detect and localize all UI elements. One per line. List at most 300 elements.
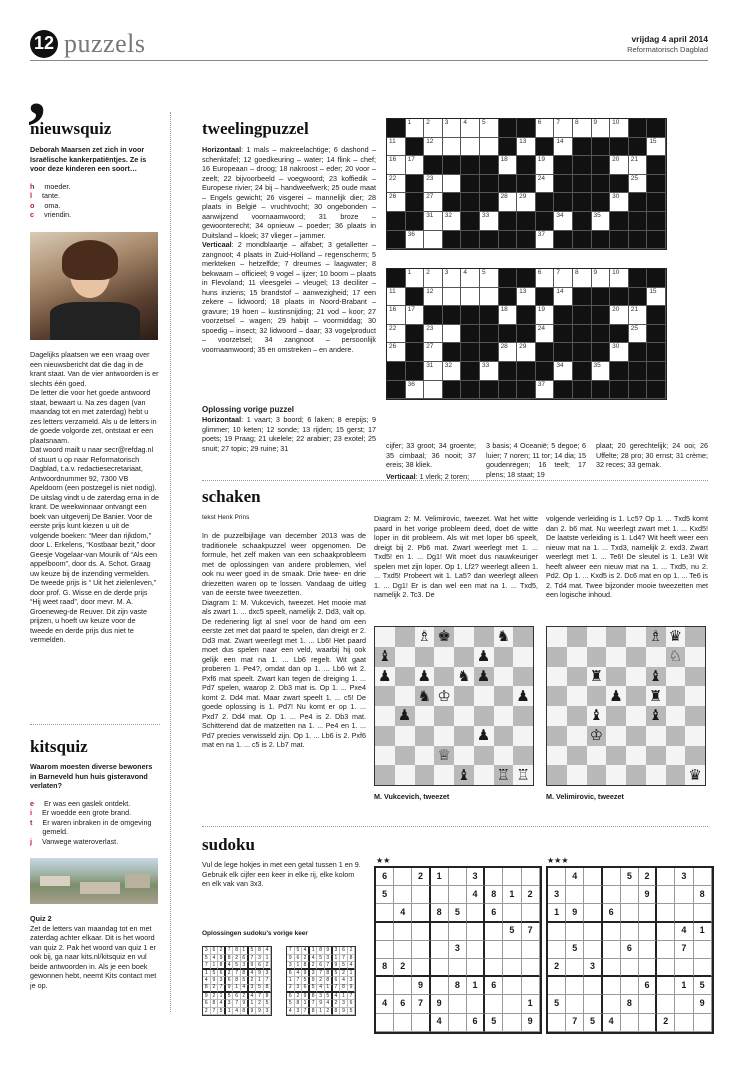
sudoku-cell[interactable]: 7 (675, 941, 693, 959)
solution-cell: 5 (256, 985, 264, 993)
sudoku-solutions-title: Oplossingen sudoku’s vorige keer (202, 930, 308, 937)
sudoku-cell[interactable] (584, 977, 602, 995)
sudoku-cell[interactable]: 5 (694, 977, 712, 995)
crossword-cell (499, 231, 518, 250)
solution-cell: 9 (249, 962, 257, 970)
solution-verticaal-text: : 1 vlerk; 2 toren; (415, 472, 470, 481)
sudoku-cell[interactable] (657, 941, 675, 959)
sudoku-cell[interactable]: 7 (566, 1014, 584, 1032)
solution-cell: 7 (310, 1000, 318, 1008)
sudoku-cell[interactable] (639, 959, 657, 977)
sudoku-cell[interactable] (485, 995, 503, 1013)
sudoku-cell[interactable] (431, 959, 449, 977)
sudoku-cell[interactable] (603, 886, 621, 904)
kitsquiz-footer (30, 914, 160, 990)
sudoku-cell[interactable]: 4 (566, 868, 584, 886)
sudoku-cell[interactable] (394, 868, 412, 886)
sudoku-cell[interactable]: 1 (467, 977, 485, 995)
sudoku-cell[interactable] (376, 1014, 394, 1032)
solution-cell: 1 (264, 955, 272, 963)
chess-square: ♝ (646, 706, 666, 726)
sudoku-cell[interactable]: 4 (394, 904, 412, 922)
sudoku-cell[interactable]: 5 (485, 1014, 503, 1032)
sudoku-cell[interactable] (467, 923, 485, 941)
sudoku-cell[interactable] (522, 904, 540, 922)
solution-cell: 8 (295, 1000, 303, 1008)
chess-square: ♟ (474, 667, 494, 687)
sudoku-cell[interactable] (548, 977, 566, 995)
sudoku-cell[interactable] (657, 886, 675, 904)
solution-cell: 1 (226, 1008, 234, 1016)
sudoku-cell[interactable]: 3 (584, 959, 602, 977)
sudoku-cell[interactable] (394, 886, 412, 904)
chess-square (494, 667, 514, 687)
crossword-cell (406, 212, 425, 231)
sudoku-cell[interactable] (639, 941, 657, 959)
sudoku-cell[interactable] (621, 959, 639, 977)
crossword-cell (387, 269, 406, 288)
crossword-cell: 3 (443, 269, 462, 288)
solution-cell: 7 (218, 985, 226, 993)
chess-square (395, 746, 415, 766)
sudoku-cell[interactable]: 1 (675, 977, 693, 995)
solution-cell: 4 (211, 955, 219, 963)
sudoku-cell[interactable]: 8 (376, 959, 394, 977)
sudoku-cell[interactable] (431, 977, 449, 995)
sudoku-cell[interactable]: 6 (376, 868, 394, 886)
sudoku-cell[interactable] (522, 977, 540, 995)
solution-cell: 1 (287, 977, 295, 985)
chess-square (646, 726, 666, 746)
crossword-cell (517, 175, 536, 194)
solution-cell: 9 (302, 970, 310, 978)
sudoku-cell[interactable]: 3 (548, 886, 566, 904)
crossword-cell: 31 (424, 362, 443, 381)
solution-cell: 9 (287, 955, 295, 963)
chess-square (606, 647, 626, 667)
sudoku-cell[interactable]: 5 (584, 1014, 602, 1032)
crossword-cell (647, 193, 666, 212)
sudoku-cell[interactable] (584, 904, 602, 922)
sudoku-cell[interactable] (694, 959, 712, 977)
crossword-cell (647, 119, 666, 138)
sudoku-cell[interactable] (657, 904, 675, 922)
crossword-cell (461, 343, 480, 362)
sudoku-cell[interactable] (548, 923, 566, 941)
crossword-cell (499, 212, 518, 231)
sudoku-cell[interactable] (548, 868, 566, 886)
sudoku-cell[interactable]: 4 (675, 923, 693, 941)
crossword-cell (536, 193, 555, 212)
chess-square (474, 686, 494, 706)
sudoku-cell[interactable] (485, 868, 503, 886)
sudoku-cell[interactable] (584, 995, 602, 1013)
solution-cell: 9 (211, 977, 219, 985)
crossword-cell (499, 119, 518, 138)
sudoku-intro: Vul de lege hokjes in met een getal tussen 1 en 9. Gebruik elk cijfer een keer in elke rij, elke kolom en elk vak van 3x3. (202, 860, 361, 888)
sudoku-cell[interactable] (394, 923, 412, 941)
sudoku-cell[interactable]: 9 (431, 995, 449, 1013)
sudoku-cell[interactable] (376, 941, 394, 959)
solution-cell: 5 (340, 962, 348, 970)
sudoku-cell[interactable]: 8 (694, 886, 712, 904)
quiz-option (30, 799, 160, 809)
chess-square (415, 706, 435, 726)
sudoku-cell[interactable] (503, 904, 521, 922)
sudoku-cell[interactable] (548, 1014, 566, 1032)
solution-cell: 2 (310, 962, 318, 970)
crossword-cell: 1 (406, 269, 425, 288)
solution-cell: 4 (233, 1008, 241, 1016)
sudoku-cell[interactable] (566, 886, 584, 904)
sudoku-cell[interactable] (503, 941, 521, 959)
sudoku-cell[interactable] (694, 904, 712, 922)
sudoku-cell[interactable] (675, 1014, 693, 1032)
sudoku-cell[interactable]: 4 (431, 1014, 449, 1032)
solution-cell: 8 (226, 955, 234, 963)
chess-square (587, 746, 607, 766)
sudoku-cell[interactable] (584, 923, 602, 941)
sudoku-cell[interactable] (394, 941, 412, 959)
sudoku-cell[interactable] (394, 1014, 412, 1032)
sudoku-cell[interactable] (566, 977, 584, 995)
sudoku-cell[interactable]: 8 (449, 977, 467, 995)
chess-square (626, 706, 646, 726)
sudoku-cell[interactable] (485, 923, 503, 941)
sudoku-cell[interactable]: 3 (467, 868, 485, 886)
sudoku-cell[interactable] (503, 977, 521, 995)
chess-square (685, 726, 705, 746)
crossword-cell (461, 325, 480, 344)
crossword-cell: 30 (610, 193, 629, 212)
solution-cell: 1 (317, 1008, 325, 1016)
solution-cell: 2 (348, 947, 356, 955)
sudoku-cell[interactable] (639, 904, 657, 922)
sudoku-cell[interactable] (522, 959, 540, 977)
solution-col-3: 3 basis; 4 Oceanië; 5 degoe; 6 luier; 7 noren; 11 tor; 14 dia; 15 goudenregen; 16 teelt; 17 plens; 18 staat; 19 (486, 441, 586, 479)
chess-square (375, 706, 395, 726)
crossword-cell (647, 156, 666, 175)
chess-square (587, 765, 607, 785)
sudoku-cell[interactable] (467, 995, 485, 1013)
chess-square: ♟ (474, 726, 494, 746)
chess-square (434, 765, 454, 785)
sudoku-cell[interactable]: 1 (548, 904, 566, 922)
sudoku-cell[interactable] (485, 959, 503, 977)
sudoku-cell[interactable] (467, 941, 485, 959)
sudoku-cell[interactable] (394, 977, 412, 995)
option-letter: h (30, 181, 35, 191)
sudoku-cell[interactable] (584, 868, 602, 886)
sudoku-cell[interactable]: 4 (467, 886, 485, 904)
sudoku-cell[interactable] (621, 1014, 639, 1032)
sudoku-cell[interactable]: 3 (675, 868, 693, 886)
chess-square (646, 746, 666, 766)
chess-square (547, 686, 567, 706)
chess-square (587, 627, 607, 647)
crossword-cell (610, 138, 629, 157)
crossword-cell (461, 288, 480, 307)
sudoku-cell[interactable]: 9 (522, 1014, 540, 1032)
sudoku-cell[interactable] (566, 995, 584, 1013)
clues (202, 145, 376, 354)
sudoku-cell[interactable] (449, 995, 467, 1013)
quiz-option (30, 182, 160, 192)
sudoku-cell[interactable] (603, 977, 621, 995)
sudoku-cell[interactable] (431, 941, 449, 959)
sudoku-cell[interactable] (412, 941, 430, 959)
solution-cell: 8 (310, 1008, 318, 1016)
sudoku-cell[interactable] (412, 904, 430, 922)
solution-cell: 7 (211, 1008, 219, 1016)
sudoku-cell[interactable]: 1 (522, 995, 540, 1013)
sudoku-cell[interactable] (449, 868, 467, 886)
kitsquiz-options (30, 799, 160, 847)
crossword-cell (629, 138, 648, 157)
crossword-cell: 24 (536, 325, 555, 344)
crossword-cell (536, 288, 555, 307)
sudoku-cell[interactable]: 1 (694, 923, 712, 941)
solution-cell: 2 (256, 1000, 264, 1008)
sudoku-cell[interactable] (694, 941, 712, 959)
crossword-cell (554, 156, 573, 175)
sudoku-cell[interactable] (485, 941, 503, 959)
sudoku-cell[interactable]: 7 (522, 923, 540, 941)
crossword-cell (443, 306, 462, 325)
chess-square: ♟ (474, 647, 494, 667)
sudoku-cell[interactable] (449, 886, 467, 904)
sudoku-cell[interactable] (621, 923, 639, 941)
sudoku-cell[interactable] (657, 868, 675, 886)
sudoku-cell[interactable]: 4 (603, 1014, 621, 1032)
solution-cell: 5 (218, 1008, 226, 1016)
chess-square: ♗ (415, 627, 435, 647)
sudoku-cell[interactable]: 6 (621, 941, 639, 959)
sudoku-cell[interactable] (449, 959, 467, 977)
crossword-cell (629, 288, 648, 307)
sudoku-cell[interactable]: 6 (394, 995, 412, 1013)
chess-square (375, 765, 395, 785)
sudoku-cell[interactable] (503, 959, 521, 977)
solution-cell: 7 (264, 977, 272, 985)
sudoku-cell[interactable]: 2 (394, 959, 412, 977)
crossword-cell (573, 193, 592, 212)
sudoku-cell[interactable] (675, 995, 693, 1013)
solution-cell: 7 (249, 955, 257, 963)
sudoku-cell[interactable]: 2 (522, 886, 540, 904)
sudoku-cell[interactable] (621, 904, 639, 922)
sudoku-cell[interactable]: 8 (621, 995, 639, 1013)
sudoku-cell[interactable] (467, 959, 485, 977)
sudoku-cell[interactable]: 6 (639, 977, 657, 995)
chess-square (626, 667, 646, 687)
sudoku-cell[interactable] (376, 977, 394, 995)
crossword-cell (573, 306, 592, 325)
sudoku-cell[interactable]: 5 (548, 995, 566, 1013)
chess-square (454, 627, 474, 647)
sudoku-cell[interactable] (675, 886, 693, 904)
sudoku-cell[interactable] (639, 1014, 657, 1032)
crossword-cell (573, 175, 592, 194)
sudoku-cell[interactable] (603, 959, 621, 977)
sudoku-cell[interactable] (657, 977, 675, 995)
option-letter: e (30, 798, 34, 808)
crossword-cell: 16 (387, 306, 406, 325)
sudoku-cell[interactable] (449, 1014, 467, 1032)
crossword-cell (499, 138, 518, 157)
crossword-cell (517, 119, 536, 138)
crossword-cell (480, 306, 499, 325)
sudoku-cell[interactable] (412, 886, 430, 904)
sudoku-cell[interactable]: 8 (431, 904, 449, 922)
solution-cell: 3 (317, 993, 325, 1001)
solution-cell: 4 (249, 993, 257, 1001)
sudoku-cell[interactable] (412, 1014, 430, 1032)
solution-cell: 4 (241, 985, 249, 993)
solution-horizontaal-label: Horizontaal (202, 415, 242, 424)
sudoku-cell[interactable] (657, 959, 675, 977)
crossword-cell (610, 325, 629, 344)
sudoku-cell[interactable] (412, 923, 430, 941)
solution-cell: 9 (325, 947, 333, 955)
chess-square (606, 667, 626, 687)
sudoku-cell[interactable]: 5 (566, 941, 584, 959)
sudoku-cell[interactable]: 7 (412, 995, 430, 1013)
chess-square (587, 686, 607, 706)
solution-cell: 1 (241, 947, 249, 955)
solution-cell: 5 (249, 947, 257, 955)
sudoku-cell[interactable] (412, 959, 430, 977)
solution-cell: 1 (325, 985, 333, 993)
sudoku-cell[interactable] (639, 923, 657, 941)
sudoku-cell[interactable] (522, 868, 540, 886)
sudoku-cell[interactable] (584, 886, 602, 904)
sudoku-cell[interactable]: 9 (566, 904, 584, 922)
sudoku-cell[interactable] (639, 995, 657, 1013)
nieuwsquiz-options (30, 182, 160, 220)
solution-cell: 7 (302, 1008, 310, 1016)
sudoku-cell[interactable] (603, 868, 621, 886)
solution-cell: 8 (241, 970, 249, 978)
sudoku-cell[interactable] (548, 941, 566, 959)
sudoku-cell[interactable]: 8 (485, 886, 503, 904)
page-number: 12 (30, 30, 58, 58)
solution-cell: 4 (325, 1000, 333, 1008)
solution-cell: 1 (203, 970, 211, 978)
sudoku-cell[interactable]: 5 (621, 868, 639, 886)
sudoku-cell[interactable]: 5 (503, 923, 521, 941)
sudoku-cell[interactable] (467, 904, 485, 922)
sudoku-cell[interactable]: 1 (503, 886, 521, 904)
crossword-cell (629, 212, 648, 231)
solution-cell: 8 (233, 977, 241, 985)
crossword-cell (629, 343, 648, 362)
sudoku-cell[interactable] (603, 923, 621, 941)
sudoku-cell[interactable]: 9 (412, 977, 430, 995)
sudoku-cell[interactable]: 6 (485, 904, 503, 922)
sudoku-cell[interactable] (621, 977, 639, 995)
sudoku-cell[interactable] (503, 868, 521, 886)
sudoku-cell[interactable]: 6 (467, 1014, 485, 1032)
sudoku-cell[interactable] (431, 886, 449, 904)
sudoku-cell[interactable] (431, 923, 449, 941)
sudoku-cell[interactable] (694, 868, 712, 886)
crossword-cell (480, 175, 499, 194)
sudoku-cell[interactable] (376, 923, 394, 941)
chess-square (395, 647, 415, 667)
nieuwsquiz-title: nieuwsquiz (30, 119, 112, 138)
sudoku-cell[interactable]: 3 (449, 941, 467, 959)
schaken-title: schaken (202, 487, 261, 506)
sudoku-cell[interactable] (603, 941, 621, 959)
sudoku-cell[interactable]: 5 (449, 904, 467, 922)
sudoku-cell[interactable]: 2 (639, 868, 657, 886)
sudoku-cell[interactable]: 9 (639, 886, 657, 904)
chess-square (567, 686, 587, 706)
sudoku-cell[interactable] (694, 1014, 712, 1032)
solution-cell: 6 (203, 1000, 211, 1008)
sudoku-cell[interactable] (657, 995, 675, 1013)
sudoku-cell[interactable]: 9 (694, 995, 712, 1013)
crossword-cell: 12 (424, 288, 443, 307)
horizontaal-clues: : 1 mals – makreelachtige; 6 dashond – schenktafel; 12 goedkeuring – water; 14 flink – chef; 16 Europeaan – droog; 18 nakroost – eder; 20 voor – zeelt; 22 bijvoorbeeld – voegwoord; 23 koffiedik – Europese rivier; 24 bij – handweefwerk; 25 oude maat – Engels gewicht; 26 visgerei – mannelijk dier; 28 plaats in België – vruchtvocht; 30 ongebonden – aanwijzend voornaamwoord; 31 broze – gewoonterecht; 34 opnieuw – poeder; 36 plaats in Duitsland – kloek; 37 vlieger – jammer. (202, 145, 376, 240)
sudoku-cell[interactable] (621, 886, 639, 904)
sudoku-cell[interactable] (376, 904, 394, 922)
sudoku-cell[interactable]: 6 (485, 977, 503, 995)
crossword-cell: 8 (573, 119, 592, 138)
chess-square: ♞ (494, 627, 514, 647)
solution-cell: 4 (203, 977, 211, 985)
sudoku-cell[interactable] (675, 904, 693, 922)
solution-cell: 1 (302, 1000, 310, 1008)
sudoku-cell[interactable] (566, 959, 584, 977)
sudoku-cell[interactable]: 1 (431, 868, 449, 886)
solution-cell: 6 (287, 970, 295, 978)
sudoku-cell[interactable] (566, 923, 584, 941)
crossword-cell (536, 212, 555, 231)
sudoku-cell[interactable]: 2 (548, 959, 566, 977)
sudoku-cell[interactable] (584, 941, 602, 959)
crossword-cell (592, 306, 611, 325)
solution-cell: 6 (348, 1000, 356, 1008)
chess-square (685, 667, 705, 687)
sudoku-cell[interactable]: 2 (657, 1014, 675, 1032)
solution-cell: 2 (340, 970, 348, 978)
solution-cell: 3 (340, 1000, 348, 1008)
crossword-cell (480, 288, 499, 307)
sudoku-cell[interactable] (657, 923, 675, 941)
crossword-cell: 22 (387, 175, 406, 194)
sudoku-cell[interactable]: 6 (603, 904, 621, 922)
kitsquiz-question: Waarom moesten diverse bewoners in Barneveld hun huis gisteravond verlaten? (30, 762, 153, 790)
chess-square (646, 765, 666, 785)
sudoku-cell[interactable]: 2 (412, 868, 430, 886)
chess-square (513, 726, 533, 746)
solution-cell: 7 (203, 962, 211, 970)
sudoku-cell[interactable] (603, 995, 621, 1013)
crossword-cell (424, 156, 443, 175)
crossword-cell (647, 343, 666, 362)
sudoku-cell[interactable]: 4 (376, 995, 394, 1013)
sudoku-cell[interactable]: 5 (376, 886, 394, 904)
sudoku-cell[interactable] (449, 923, 467, 941)
sudoku-cell[interactable] (522, 941, 540, 959)
chess-square: ♝ (587, 706, 607, 726)
schaken-col-2: Diagram 2: M. Velimirovic, tweezet. Wat het witte paard in het vorige probleem deed, doet de witte loper in dit probleem. Als wit met loper b6 speelt, dreigt bij 2. Pb6 mat. Zwart weerlegt met 1. ... Txd5! en 1. ... Dg1! Wit moet dus nauwkeuriger spelen met zijn loper. Op 1. Lf2? weerlegt alleen 1. ... Txd5! Probeert wit 1. La5? dan weerlegt alleen 1. ... Dg1! Er is dan wel een mat na 1. ... Txd5, namelijk 2. Tc3. De (374, 514, 538, 599)
sudoku-cell[interactable] (675, 959, 693, 977)
sudoku-cell[interactable] (503, 995, 521, 1013)
sudoku-cell[interactable] (503, 1014, 521, 1032)
